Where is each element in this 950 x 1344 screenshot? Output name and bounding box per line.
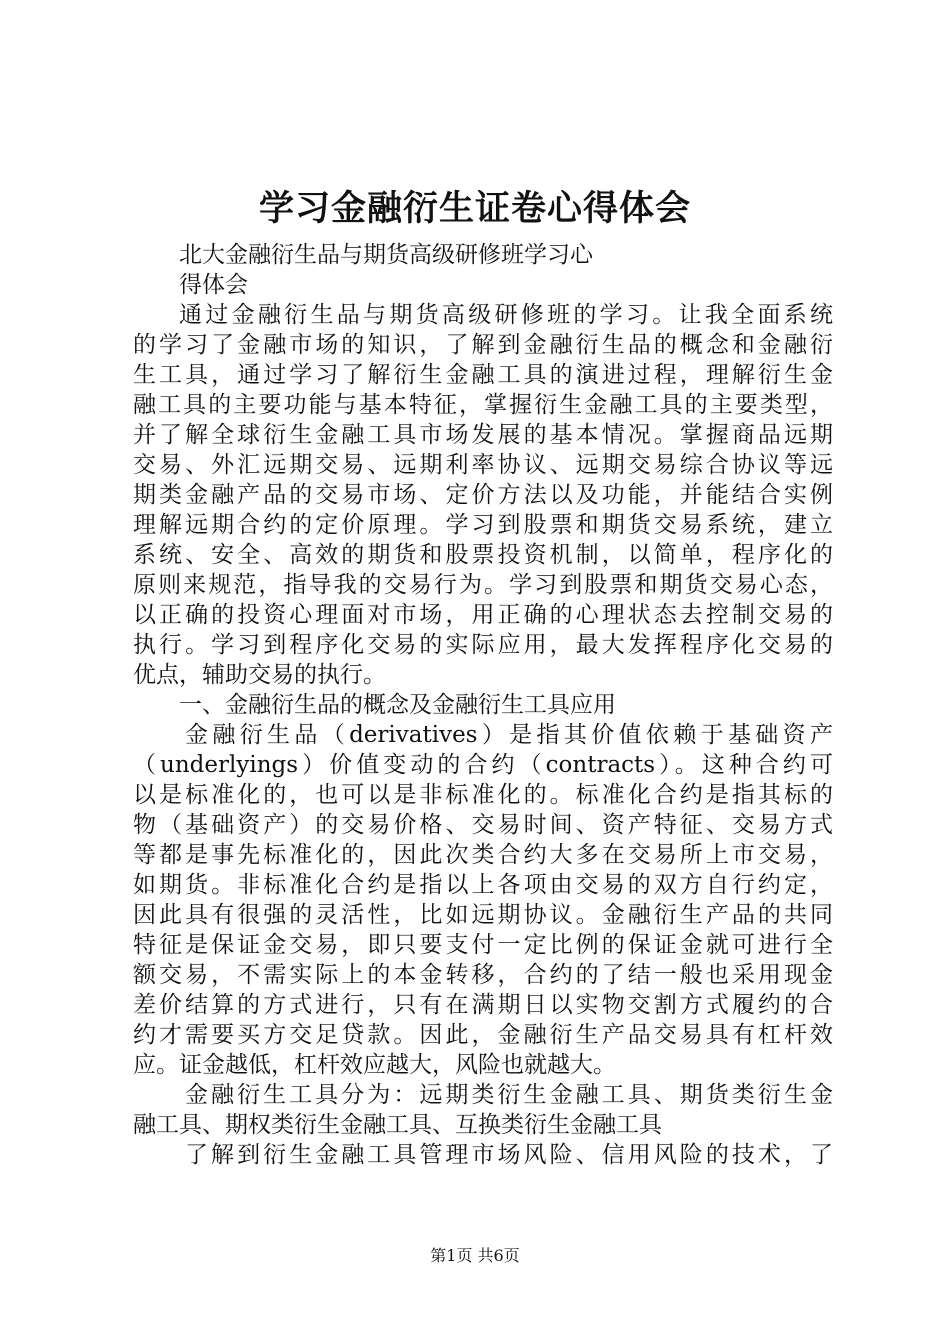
paragraph-line: 融工具、期权类衍生金融工具、互换类衍生金融工具: [133, 1112, 662, 1138]
paragraph-line: 系统、安全、高效的期货和股票投资机制，以简单，程序化的: [133, 542, 833, 568]
paragraph-line: 因此具有很强的灵活性，比如远期协议。金融衍生产品的共同: [133, 902, 833, 928]
subtitle-line: 北大金融衍生品与期货高级研修班学习心: [179, 242, 593, 268]
paragraph-line: 特征是保证金交易，即只要支付一定比例的保证金就可进行全: [133, 932, 833, 958]
paragraph-line: 金融衍生品（derivatives）是指其价值依赖于基础资产: [185, 722, 833, 748]
paragraph-line: 应。证金越低，杠杆效应越大，风险也就越大。: [133, 1052, 616, 1078]
subtitle-line: 得体会: [179, 272, 248, 298]
paragraph-line: 的学习了金融市场的知识，了解到金融衍生品的概念和金融衍: [133, 332, 833, 358]
paragraph-line: 如期货。非标准化合约是指以上各项由交易的双方自行约定，: [133, 872, 833, 898]
paragraph-line: 约才需要买方交足贷款。因此，金融衍生产品交易具有杠杆效: [133, 1022, 833, 1048]
paragraph-line: （underlyings）价值变动的合约（contracts）。这种合约可: [133, 752, 833, 778]
paragraph-line: 优点，辅助交易的执行。: [133, 662, 386, 688]
paragraph-line: 理解远期合约的定价原理。学习到股票和期货交易系统，建立: [133, 512, 833, 538]
paragraph-line: 等都是事先标准化的，因此次类合约大多在交易所上市交易，: [133, 842, 833, 868]
paragraph-line: 以正确的投资心理面对市场，用正确的心理状态去控制交易的: [133, 602, 833, 628]
page-footer: 第1页 共6页: [430, 1246, 520, 1265]
paragraph-line: 原则来规范，指导我的交易行为。学习到股票和期货交易心态，: [133, 572, 833, 598]
section-heading: 一、金融衍生品的概念及金融衍生工具应用: [179, 692, 616, 718]
paragraph-line: 通过金融衍生品与期货高级研修班的学习。让我全面系统: [179, 302, 833, 328]
paragraph-line: 额交易，不需实际上的本金转移，合约的了结一般也采用现金: [133, 962, 833, 988]
paragraph-line: 并了解全球衍生金融工具市场发展的基本情况。掌握商品远期: [133, 422, 833, 448]
paragraph-line: 金融衍生工具分为：远期类衍生金融工具、期货类衍生金: [185, 1082, 833, 1108]
paragraph-line: 执行。学习到程序化交易的实际应用，最大发挥程序化交易的: [133, 632, 833, 658]
paragraph-line: 交易、外汇远期交易、远期利率协议、远期交易综合协议等远: [133, 452, 833, 478]
paragraph-line: 了解到衍生金融工具管理市场风险、信用风险的技术，了: [185, 1142, 833, 1168]
paragraph-line: 生工具，通过学习了解衍生金融工具的演进过程，理解衍生金: [133, 362, 833, 388]
paragraph-line: 差价结算的方式进行，只有在满期日以实物交割方式履约的合: [133, 992, 833, 1018]
document-body: [133, 240, 833, 1170]
paragraph-line: 期类金融产品的交易市场、定价方法以及功能，并能结合实例: [133, 482, 833, 508]
paragraph-line: 以是标准化的，也可以是非标准化的。标准化合约是指其标的: [133, 782, 833, 808]
paragraph-line: 融工具的主要功能与基本特征，掌握衍生金融工具的主要类型，: [133, 392, 833, 418]
paragraph-line: 物（基础资产）的交易价格、交易时间、资产特征、交易方式: [133, 812, 833, 838]
document-title: 学习金融衍生证卷心得体会: [258, 188, 691, 229]
